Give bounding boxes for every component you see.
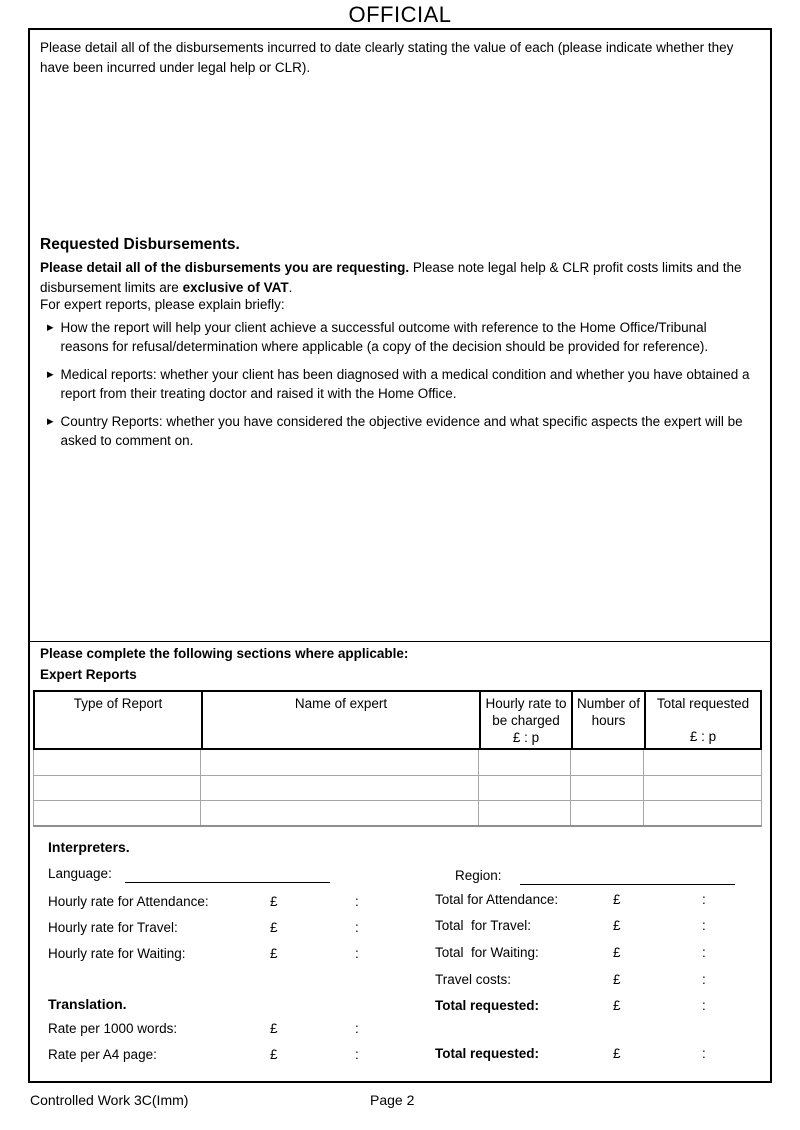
translation-total-pence-field[interactable] xyxy=(714,1046,764,1063)
colon-separator: : xyxy=(355,1021,359,1036)
total-travel-pounds-field[interactable] xyxy=(628,918,694,935)
expert-table-cell[interactable] xyxy=(570,750,643,775)
translation-total-requested-label: Total requested: xyxy=(435,1046,540,1061)
travel-costs-pence-field[interactable] xyxy=(714,972,764,989)
colon-separator: : xyxy=(355,1047,359,1062)
travel-costs-pounds-field[interactable] xyxy=(628,972,694,989)
intro-bold-vat: exclusive of VAT xyxy=(182,279,289,295)
total-travel-label: Total for Travel: xyxy=(435,918,532,933)
header-label-line: Hourly rate to xyxy=(485,696,567,711)
pound-sign: £ xyxy=(613,998,621,1013)
language-label: Language: xyxy=(48,866,112,881)
pound-sign: £ xyxy=(270,946,278,961)
complete-sections-heading: Please complete the following sections where applicable: xyxy=(40,646,409,661)
bullet-item-text: How the report will help your client achieve a successful outcome with reference to the Home Office/Tribunal reasons for refusal/determination where applicable (a copy of the decision should be provided for reference). xyxy=(60,320,709,354)
header-unit-label: £ : p xyxy=(512,730,540,745)
bullet-triangle-icon: ▶ xyxy=(47,322,54,332)
travel-costs-row xyxy=(0,972,800,992)
colon-separator: : xyxy=(355,946,359,961)
total-waiting-label: Total for Waiting: xyxy=(435,945,539,960)
total-travel-pence-field[interactable] xyxy=(714,918,764,935)
expert-table-row xyxy=(34,750,761,775)
footer-form-id: Controlled Work 3C(Imm) xyxy=(30,1092,189,1108)
expert-table-row xyxy=(34,800,761,825)
total-waiting-row xyxy=(0,945,800,965)
expert-table-cell[interactable] xyxy=(570,801,643,825)
hourly-travel-label: Hourly rate for Travel: xyxy=(48,920,178,935)
total-attendance-row xyxy=(0,892,800,912)
header-label-line: be charged xyxy=(492,713,560,728)
footer-page-number: Page 2 xyxy=(370,1092,415,1108)
colon-separator: : xyxy=(702,892,706,907)
travel-costs-label: Travel costs: xyxy=(435,972,512,987)
expert-table-cell[interactable] xyxy=(478,750,570,775)
total-attendance-pounds-field[interactable] xyxy=(628,892,694,909)
rate-1000-words-row xyxy=(0,1021,800,1041)
expert-table-cell[interactable] xyxy=(200,776,478,800)
intro-regular-text: Please note legal help & CLR profit costs limits and the disbursement limits are xyxy=(40,260,742,295)
region-input[interactable] xyxy=(520,869,735,885)
expert-report-bullet-list xyxy=(47,318,753,459)
intro-period: . xyxy=(288,279,293,295)
pound-sign: £ xyxy=(270,1047,278,1062)
expert-table-cell[interactable] xyxy=(570,776,643,800)
header-label: Name of expert xyxy=(294,696,388,711)
total-waiting-pounds-field[interactable] xyxy=(628,945,694,962)
total-travel-row xyxy=(0,918,800,938)
translation-total-pounds-field[interactable] xyxy=(628,1046,694,1063)
expert-table-row xyxy=(34,775,761,800)
expert-table-cell[interactable] xyxy=(643,750,761,775)
bullet-item-outcome xyxy=(47,318,753,356)
total-attendance-pence-field[interactable] xyxy=(714,892,764,909)
header-number-of-hours xyxy=(571,692,644,748)
pound-sign: £ xyxy=(270,1021,278,1036)
requested-disbursements-intro xyxy=(40,258,756,297)
expert-table-cell[interactable] xyxy=(34,750,200,775)
official-banner: OFFICIAL xyxy=(348,2,452,27)
requested-disbursements-heading: Requested Disbursements. xyxy=(40,236,240,253)
colon-separator: : xyxy=(702,918,706,933)
header-label-line: Number of xyxy=(576,696,641,711)
region-label: Region: xyxy=(455,868,502,883)
section-divider xyxy=(30,641,770,642)
expert-table-cell[interactable] xyxy=(34,776,200,800)
hourly-attendance-label: Hourly rate for Attendance: xyxy=(48,894,209,909)
expert-table-cell[interactable] xyxy=(478,776,570,800)
colon-separator: : xyxy=(702,972,706,987)
incurred-details-writing-area[interactable] xyxy=(32,82,766,230)
pound-sign: £ xyxy=(613,1046,621,1061)
header-type-of-report xyxy=(35,692,201,748)
expert-reports-table xyxy=(33,690,762,827)
expert-table-cell[interactable] xyxy=(200,750,478,775)
expert-table-cell[interactable] xyxy=(478,801,570,825)
translation-total-requested-row xyxy=(0,1046,800,1066)
bullet-item-text: Medical reports: whether your client has been diagnosed with a medical condition and whether you have obtained a report from their treating doctor and raised it with the Home Office. xyxy=(60,367,750,401)
bullet-item-country xyxy=(47,412,753,450)
hourly-waiting-label: Hourly rate for Waiting: xyxy=(48,946,186,961)
pound-sign: £ xyxy=(613,945,621,960)
expert-reports-subheading: Expert Reports xyxy=(40,667,137,682)
expert-reports-note: For expert reports, please explain briefly: xyxy=(40,297,285,312)
colon-separator: : xyxy=(702,1046,706,1061)
pound-sign: £ xyxy=(613,918,621,933)
header-label: Type of Report xyxy=(73,696,163,711)
header-hourly-rate xyxy=(479,692,571,748)
header-label-line: Total requested xyxy=(656,696,750,711)
intro-bold-text: Please detail all of the disbursements you are requesting. xyxy=(40,260,410,275)
header-label-line: hours xyxy=(591,713,626,728)
bullet-item-text: Country Reports: whether you have considered the objective evidence and what specific aspects the expert will be asked to comment on. xyxy=(60,414,743,448)
interpreters-total-pounds-field[interactable] xyxy=(628,998,694,1015)
pound-sign: £ xyxy=(613,892,621,907)
expert-table-header-row xyxy=(33,690,762,750)
incurred-disbursements-prompt: Please detail all of the disbursements incurred to date clearly stating the value of each (please indicate whether they have been incurred under legal help or CLR). xyxy=(40,40,734,75)
header-unit-label: £ : p xyxy=(689,729,717,744)
expert-table-cell[interactable] xyxy=(34,801,200,825)
expert-table-cell[interactable] xyxy=(643,776,761,800)
interpreters-total-requested-label: Total requested: xyxy=(435,998,540,1013)
interpreters-heading: Interpreters. xyxy=(48,839,130,855)
colon-separator: : xyxy=(355,894,359,909)
pound-sign: £ xyxy=(270,920,278,935)
rate-1000-words-pence-field[interactable] xyxy=(368,1021,426,1038)
bullet-triangle-icon: ▶ xyxy=(47,369,54,379)
colon-separator: : xyxy=(355,920,359,935)
header-name-of-expert xyxy=(201,692,479,748)
rate-1000-words-label: Rate per 1000 words: xyxy=(48,1021,178,1036)
expert-table-cell[interactable] xyxy=(643,801,761,825)
expert-table-body xyxy=(33,750,762,827)
bullet-triangle-icon: ▶ xyxy=(47,416,54,426)
translation-heading: Translation. xyxy=(48,996,127,1012)
total-attendance-label: Total for Attendance: xyxy=(435,892,559,907)
pound-sign: £ xyxy=(613,972,621,987)
colon-separator: : xyxy=(702,945,706,960)
rate-a4-page-label: Rate per A4 page: xyxy=(48,1047,157,1062)
colon-separator: : xyxy=(702,998,706,1013)
pound-sign: £ xyxy=(270,894,278,909)
total-waiting-pence-field[interactable] xyxy=(714,945,764,962)
expert-table-cell[interactable] xyxy=(200,801,478,825)
interpreters-total-pence-field[interactable] xyxy=(714,998,764,1015)
rate-1000-words-pounds-field[interactable] xyxy=(285,1021,347,1038)
bullet-item-medical xyxy=(47,365,753,403)
requested-details-writing-area[interactable] xyxy=(32,455,766,635)
header-total-requested xyxy=(644,692,760,748)
